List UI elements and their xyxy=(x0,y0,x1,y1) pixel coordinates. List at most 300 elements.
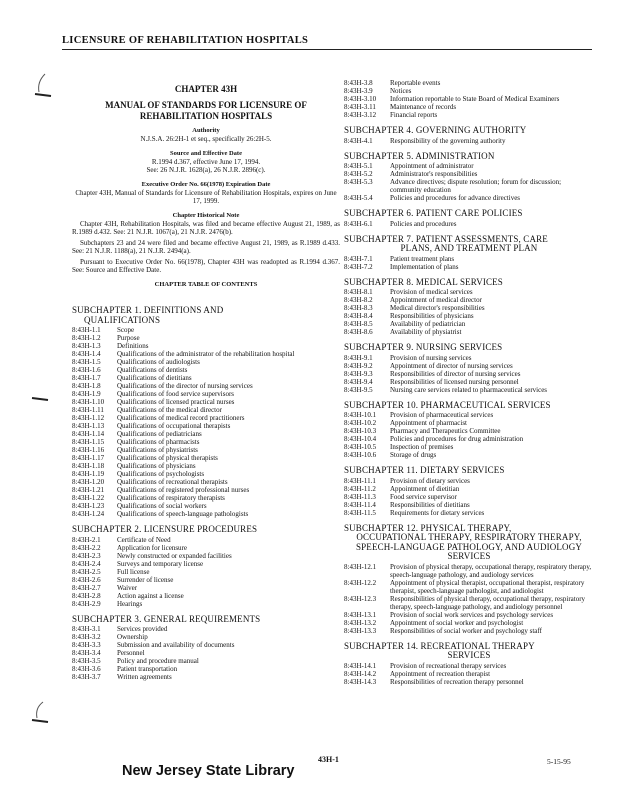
subchapter-title: SUBCHAPTER 10. PHARMACEUTICAL SERVICES xyxy=(344,399,551,410)
section-title: Administrator's responsibilities xyxy=(390,170,478,178)
section-number: 8:43H-3.8 xyxy=(344,79,373,87)
section-number: 8:43H-11.3 xyxy=(344,492,376,501)
section-title: Implementation of plans xyxy=(390,262,459,271)
authority-block xyxy=(72,127,340,143)
section-number: 8:43H-8.6 xyxy=(344,328,373,336)
toc-entry xyxy=(72,673,340,681)
toc-entry xyxy=(72,366,340,374)
subchapter-heading xyxy=(72,306,340,325)
right-column xyxy=(344,79,594,686)
section-number: 8:43H-3.5 xyxy=(72,657,101,665)
section-number: 8:43H-1.11 xyxy=(72,406,104,414)
section-number: 8:43H-3.2 xyxy=(72,633,101,641)
section-title: Qualifications of speech-language pathologists xyxy=(117,510,249,518)
section-title: Qualifications of food service supervisors xyxy=(117,390,235,398)
subchapter-heading xyxy=(344,401,594,411)
section-number: 8:43H-1.4 xyxy=(72,350,101,358)
section-title: Qualifications of medical record practitioners xyxy=(117,414,245,422)
subchapter-heading xyxy=(344,642,594,661)
section-title: Qualifications of pharmacists xyxy=(117,438,200,446)
toc-entry xyxy=(344,493,594,501)
subchapter-title: SUBCHAPTER 7. PATIENT ASSESSMENTS, CARE xyxy=(344,233,548,244)
section-title: Policy and procedure manual xyxy=(117,657,199,665)
section-number: 8:43H-1.20 xyxy=(72,478,105,486)
section-title: Submission and availability of documents xyxy=(117,641,235,649)
section-title: Policies and procedures xyxy=(390,219,457,228)
section-title: Qualifications of dietitians xyxy=(117,374,192,382)
section-number: 8:43H-11.1 xyxy=(344,476,376,485)
supplement-date: 5-15-95 xyxy=(547,757,571,766)
section-number: 8:43H-3.6 xyxy=(72,665,101,673)
toc-entry xyxy=(72,536,340,544)
subchapter-title: SUBCHAPTER 14. RECREATIONAL THERAPY xyxy=(344,640,535,651)
section-title: Ownership xyxy=(117,633,148,641)
section-number: 8:43H-13.2 xyxy=(344,618,377,627)
section-number: 8:43H-3.10 xyxy=(344,95,377,103)
section-title: Appointment of social worker and psychologist xyxy=(390,618,524,627)
toc-entry xyxy=(344,419,594,427)
toc-entry xyxy=(344,411,594,419)
section-number: 8:43H-10.4 xyxy=(344,435,377,443)
section-title: Appointment of pharmacist xyxy=(390,419,467,427)
section-number: 8:43H-2.1 xyxy=(72,535,101,544)
section-title: Responsibilities of dietitians xyxy=(390,500,470,509)
section-number: 8:43H-5.1 xyxy=(344,162,373,170)
section-title: Qualifications of physiatrists xyxy=(117,446,198,454)
section-number: 8:43H-1.10 xyxy=(72,398,105,406)
subchapter-title: SUBCHAPTER 3. GENERAL REQUIREMENTS xyxy=(72,613,261,624)
section-number: 8:43H-1.7 xyxy=(72,374,101,382)
section-number: 8:43H-9.4 xyxy=(344,377,373,386)
library-stamp: New Jersey State Library xyxy=(122,763,295,779)
subchapter-heading xyxy=(344,524,594,562)
section-number: 8:43H-3.7 xyxy=(72,673,101,681)
subchapter-title-continued: OCCUPATIONAL THERAPY, RESPIRATORY THERAPY, SPEECH-LANGUAGE PATHOLOGY, AND AUDIOLOGY SERVICES xyxy=(355,532,582,561)
section-number: 8:43H-5.3 xyxy=(344,178,373,186)
toc-entry xyxy=(72,649,340,657)
section-title: Qualifications of recreational therapists xyxy=(117,478,228,486)
chapter-title: CHAPTER 43H xyxy=(174,84,238,94)
toc-entry xyxy=(344,263,594,271)
subchapter-title: SUBCHAPTER 6. PATIENT CARE POLICIES xyxy=(344,208,523,218)
toc-entry xyxy=(344,579,594,595)
toc-entry xyxy=(72,568,340,576)
subchapter-heading xyxy=(344,343,594,353)
section-number: 8:43H-2.2 xyxy=(72,543,101,552)
section-title: Surveys and temporary license xyxy=(117,559,204,568)
toc-entry xyxy=(72,576,340,584)
source-block xyxy=(72,150,340,174)
toc-entry xyxy=(72,657,340,665)
toc-entry xyxy=(344,611,594,619)
section-number: 8:43H-13.1 xyxy=(344,610,377,619)
toc-entry xyxy=(72,374,340,382)
toc-entry xyxy=(344,312,594,320)
toc-entry xyxy=(72,414,340,422)
toc-entry xyxy=(344,477,594,485)
subchapter-title: SUBCHAPTER 12. PHYSICAL THERAPY, xyxy=(344,522,512,533)
subchapter-heading xyxy=(72,525,340,535)
section-number: 8:43H-5.2 xyxy=(344,170,373,178)
section-title: Responsibilities of licensed nursing personnel xyxy=(390,377,519,386)
section-number: 8:43H-1.13 xyxy=(72,422,105,430)
section-title: Provision of nursing services xyxy=(390,353,472,362)
toc-entry xyxy=(344,103,594,111)
manual-title: MANUAL OF STANDARDS FOR LICENSURE OF REHABILITATION HOSPITALS xyxy=(105,100,307,121)
section-number: 8:43H-12.2 xyxy=(344,578,377,587)
toc-entry xyxy=(344,178,594,194)
section-title: Written agreements xyxy=(117,673,172,681)
section-title: Storage of drugs xyxy=(390,451,437,459)
section-title: Advance directives; dispute resolution; forum for discussion; community education xyxy=(390,178,562,194)
subchapter-heading xyxy=(344,126,594,136)
toc-entry xyxy=(344,111,594,119)
section-title: Appointment of administrator xyxy=(390,162,474,170)
section-number: 8:43H-2.8 xyxy=(72,591,101,600)
section-title: Medical director's responsibilities xyxy=(390,304,485,312)
source-line: R.1994 d.367, effective June 17, 1994. xyxy=(151,158,261,166)
section-title: Services provided xyxy=(117,625,168,633)
section-title: Maintenance of records xyxy=(390,103,457,111)
section-number: 8:43H-1.24 xyxy=(72,510,105,518)
section-number: 8:43H-1.14 xyxy=(72,430,105,438)
section-number: 8:43H-7.1 xyxy=(344,254,373,263)
toc-entry xyxy=(72,398,340,406)
binding-hole-mark xyxy=(30,700,50,728)
toc-entry xyxy=(72,502,340,510)
section-number: 8:43H-8.2 xyxy=(344,296,373,304)
section-title: Qualifications of respiratory therapists xyxy=(117,494,225,502)
section-number: 8:43H-10.1 xyxy=(344,411,377,419)
section-number: 8:43H-1.1 xyxy=(72,326,101,334)
section-number: 8:43H-2.6 xyxy=(72,575,101,584)
toc-entry xyxy=(72,342,340,350)
toc-entry xyxy=(344,670,594,678)
section-number: 8:43H-1.17 xyxy=(72,454,105,462)
section-number: 8:43H-1.2 xyxy=(72,334,101,342)
left-table-of-contents xyxy=(72,306,340,681)
section-title: Appointment of physical therapist, occupational therapist, respiratory therapist, speech-language pathologist, and audiologist xyxy=(390,578,585,595)
toc-entry xyxy=(72,478,340,486)
section-title: Surrender of license xyxy=(117,575,174,584)
historical-note-paragraph: Chapter 43H, Rehabilitation Hospitals, was filed and became effective August 21, 1989, as R.1989 d.432. See: 21 N.J.R. 1067(a), 21 N.J.R. 2476(b). xyxy=(72,220,340,236)
toc-entry xyxy=(344,220,594,228)
section-title: Reportable events xyxy=(390,79,441,87)
section-title: Provision of recreational therapy services xyxy=(390,661,507,670)
section-title: Appointment of recreation therapist xyxy=(390,669,491,678)
section-title: Certificate of Need xyxy=(117,535,171,544)
section-title: Responsibility of the governing authority xyxy=(390,136,506,145)
toc-entry xyxy=(72,350,340,358)
section-number: 8:43H-1.21 xyxy=(72,486,105,494)
section-number: 8:43H-3.12 xyxy=(344,111,377,119)
section-title: Qualifications of physical therapists xyxy=(117,454,218,462)
subchapter-heading xyxy=(344,209,594,219)
section-number: 8:43H-4.1 xyxy=(344,136,373,145)
historical-note-block xyxy=(72,212,340,274)
section-number: 8:43H-8.5 xyxy=(344,320,373,328)
header-rule xyxy=(62,49,592,50)
section-title: Qualifications of occupational therapists xyxy=(117,422,231,430)
toc-entry xyxy=(344,427,594,435)
toc-entry xyxy=(72,462,340,470)
toc-entry xyxy=(72,665,340,673)
section-number: 8:43H-2.3 xyxy=(72,551,101,560)
section-title: Requirements for dietary services xyxy=(390,508,485,517)
page-number: 43H-1 xyxy=(318,755,339,764)
section-title: Food service supervisor xyxy=(390,492,457,501)
toc-entry xyxy=(72,544,340,552)
toc-entry xyxy=(72,382,340,390)
toc-entry xyxy=(344,435,594,443)
toc-entry xyxy=(344,627,594,635)
section-title: Qualifications of audiologists xyxy=(117,358,200,366)
toc-entry xyxy=(344,501,594,509)
toc-entry xyxy=(72,358,340,366)
toc-entry xyxy=(72,560,340,568)
toc-entry xyxy=(72,494,340,502)
section-number: 8:43H-1.15 xyxy=(72,438,105,446)
section-number: 8:43H-1.9 xyxy=(72,390,101,398)
section-title: Personnel xyxy=(117,649,145,657)
subchapter-heading xyxy=(344,152,594,162)
subchapter-title: SUBCHAPTER 9. NURSING SERVICES xyxy=(344,342,503,352)
section-number: 8:43H-8.4 xyxy=(344,312,373,320)
toc-entry xyxy=(72,446,340,454)
section-title: Availability of physiatrist xyxy=(390,328,462,336)
section-number: 8:43H-12.1 xyxy=(344,562,377,571)
section-title: Waiver xyxy=(117,583,138,592)
section-title: Newly constructed or expanded facilities xyxy=(117,551,232,560)
section-number: 8:43H-1.19 xyxy=(72,470,105,478)
subchapter-title: SUBCHAPTER 1. DEFINITIONS AND xyxy=(72,305,224,315)
toc-entry xyxy=(344,662,594,670)
section-number: 8:43H-5.4 xyxy=(344,194,373,202)
section-number: 8:43H-2.7 xyxy=(72,583,101,592)
section-title: Full license xyxy=(117,567,150,576)
section-number: 8:43H-1.22 xyxy=(72,494,105,502)
toc-entry xyxy=(344,296,594,304)
subchapter-title-continued: PLANS, AND TREATMENT PLAN xyxy=(400,243,538,253)
toc-entry xyxy=(72,422,340,430)
section-title: Responsibilities of social worker and psychology staff xyxy=(390,626,542,635)
toc-entry xyxy=(344,509,594,517)
toc-entry xyxy=(72,641,340,649)
section-title: Qualifications of physicians xyxy=(117,462,196,470)
section-title: Qualifications of social workers xyxy=(117,502,207,510)
section-title: Responsibilities of physical therapy, occupational therapy, respiratory therapy, speech-language pathology, and audiology personnel xyxy=(390,594,586,611)
subchapter-title: SUBCHAPTER 11. DIETARY SERVICES xyxy=(344,465,505,475)
section-title: Provision of medical services xyxy=(390,288,473,296)
section-title: Appointment of medical director xyxy=(390,296,482,304)
section-number: 8:43H-11.2 xyxy=(344,484,376,493)
section-number: 8:43H-10.6 xyxy=(344,451,377,459)
authority-heading: Authority xyxy=(192,127,220,134)
section-number: 8:43H-1.5 xyxy=(72,358,101,366)
toc-entry xyxy=(344,194,594,202)
toc-entry xyxy=(72,430,340,438)
toc-entry xyxy=(72,633,340,641)
toc-entry xyxy=(72,438,340,446)
section-title: Responsibilities of recreation therapy personnel xyxy=(390,677,524,686)
section-title: Scope xyxy=(117,326,135,334)
toc-entry xyxy=(72,625,340,633)
toc-entry xyxy=(72,470,340,478)
section-title: Appointment of dietitian xyxy=(390,484,460,493)
section-number: 8:43H-11.4 xyxy=(344,500,376,509)
toc-entry xyxy=(344,370,594,378)
authority-text: N.J.S.A. 26:2H-1 et seq., specifically 26:2H-5. xyxy=(140,135,272,143)
toc-entry xyxy=(344,288,594,296)
section-title: Qualifications of pediatricians xyxy=(117,430,202,438)
section-title: Qualifications of the director of nursing services xyxy=(117,382,253,390)
toc-entry xyxy=(344,79,594,87)
toc-entry xyxy=(344,362,594,370)
subchapter-heading xyxy=(72,615,340,625)
section-number: 8:43H-12.3 xyxy=(344,594,377,603)
toc-entry xyxy=(344,443,594,451)
section-number: 8:43H-9.2 xyxy=(344,361,373,370)
executive-order-heading: Executive Order No. 66(1978) Expiration Date xyxy=(141,181,271,188)
section-title: Provision of physical therapy, occupational therapy, respiratory therapy, speech-language pathology, and audiology services xyxy=(390,562,592,579)
source-line: See: 26 N.J.R. 1628(a), 26 N.J.R. 2896(c). xyxy=(146,166,266,174)
section-title: Availability of pediatrician xyxy=(390,320,466,328)
toc-entry xyxy=(72,592,340,600)
section-title: Financial reports xyxy=(390,111,438,119)
section-number: 8:43H-3.1 xyxy=(72,625,101,633)
section-number: 8:43H-9.3 xyxy=(344,369,373,378)
historical-note-heading: Chapter Historical Note xyxy=(172,212,240,219)
section-number: 8:43H-14.3 xyxy=(344,677,377,686)
section-number: 8:43H-2.9 xyxy=(72,599,101,608)
toc-title: CHAPTER TABLE OF CONTENTS xyxy=(154,281,258,288)
toc-entry xyxy=(72,390,340,398)
executive-order-block xyxy=(72,181,340,205)
toc-entry xyxy=(344,328,594,336)
subchapter-heading xyxy=(344,278,594,288)
historical-note-paragraph: Pursuant to Executive Order No. 66(1978), Chapter 43H was readopted as R.1994 d.367. See: Source and Effective Date. xyxy=(72,258,340,274)
section-number: 8:43H-3.9 xyxy=(344,87,373,95)
section-number: 8:43H-1.18 xyxy=(72,462,105,470)
left-column xyxy=(72,84,340,681)
toc-entry xyxy=(344,451,594,459)
toc-entry xyxy=(344,485,594,493)
section-title: Qualifications of the medical director xyxy=(117,406,222,414)
continued-entries xyxy=(344,79,594,119)
section-title: Policies and procedures for drug administration xyxy=(390,435,524,443)
toc-entry xyxy=(344,386,594,394)
section-title: Purpose xyxy=(117,334,140,342)
section-number: 8:43H-9.5 xyxy=(344,385,373,394)
section-title: Provision of social work services and psychology services xyxy=(390,610,554,619)
section-title: Hearings xyxy=(117,599,143,608)
section-number: 8:43H-8.1 xyxy=(344,288,373,296)
section-title: Appointment of director of nursing services xyxy=(390,361,513,370)
section-title: Provision of pharmaceutical services xyxy=(390,411,494,419)
toc-entry xyxy=(72,334,340,342)
toc-entry xyxy=(72,486,340,494)
section-title: Policies and procedures for advance directives xyxy=(390,194,521,202)
section-title: Qualifications of licensed practical nurses xyxy=(117,398,235,406)
toc-entry xyxy=(344,137,594,145)
section-number: 8:43H-3.4 xyxy=(72,649,101,657)
toc-entry xyxy=(344,378,594,386)
section-number: 8:43H-13.3 xyxy=(344,626,377,635)
toc-entry xyxy=(72,600,340,608)
section-title: Notices xyxy=(390,87,412,95)
toc-entry xyxy=(72,406,340,414)
toc-entry xyxy=(344,255,594,263)
toc-entry xyxy=(72,510,340,518)
section-number: 8:43H-9.1 xyxy=(344,353,373,362)
section-title: Action against a license xyxy=(117,591,184,600)
section-title: Definitions xyxy=(117,342,149,350)
section-number: 8:43H-7.2 xyxy=(344,262,373,271)
toc-entry xyxy=(72,454,340,462)
section-number: 8:43H-8.3 xyxy=(344,304,373,312)
section-title: Information reportable to State Board of Medical Examiners xyxy=(390,95,560,103)
toc-entry xyxy=(344,170,594,178)
section-number: 8:43H-6.1 xyxy=(344,219,373,228)
subchapter-title: SUBCHAPTER 5. ADMINISTRATION xyxy=(344,150,495,161)
running-head: LICENSURE OF REHABILITATION HOSPITALS xyxy=(62,35,309,46)
section-title: Patient treatment plans xyxy=(390,254,455,263)
section-number: 8:43H-2.4 xyxy=(72,559,101,568)
toc-entry xyxy=(72,552,340,560)
toc-entry xyxy=(344,320,594,328)
subchapter-title: SUBCHAPTER 8. MEDICAL SERVICES xyxy=(344,276,503,287)
right-table-of-contents xyxy=(344,126,594,686)
section-title: Provision of dietary services xyxy=(390,476,470,485)
section-number: 8:43H-14.1 xyxy=(344,661,377,670)
toc-entry xyxy=(344,304,594,312)
binding-hole-mark xyxy=(30,392,50,404)
toc-entry xyxy=(344,678,594,686)
toc-entry xyxy=(72,584,340,592)
section-number: 8:43H-11.5 xyxy=(344,508,376,517)
section-title: Qualifications of registered professional nurses xyxy=(117,486,250,494)
toc-entry xyxy=(344,87,594,95)
toc-entry xyxy=(344,595,594,611)
section-number: 8:43H-1.3 xyxy=(72,342,101,350)
subchapter-heading xyxy=(344,466,594,476)
section-number: 8:43H-1.8 xyxy=(72,382,101,390)
section-title: Pharmacy and Therapeutics Committee xyxy=(390,427,501,435)
toc-entry xyxy=(344,162,594,170)
section-title: Responsibilities of physicians xyxy=(390,312,474,320)
subchapter-title-continued: SERVICES xyxy=(447,650,491,660)
section-number: 8:43H-10.5 xyxy=(344,443,377,451)
binding-hole-mark xyxy=(33,72,53,100)
subchapter-title: SUBCHAPTER 2. LICENSURE PROCEDURES xyxy=(72,524,258,534)
section-number: 8:43H-10.3 xyxy=(344,427,377,435)
section-number: 8:43H-1.23 xyxy=(72,502,105,510)
section-title: Inspection of premises xyxy=(390,443,454,451)
section-title: Patient transportation xyxy=(117,665,178,673)
toc-entry xyxy=(344,563,594,579)
subchapter-heading xyxy=(344,235,594,254)
section-title: Qualifications of the administrator of the rehabilitation hospital xyxy=(117,350,295,358)
section-number: 8:43H-3.11 xyxy=(344,103,376,111)
section-number: 8:43H-3.3 xyxy=(72,641,101,649)
section-title: Application for licensure xyxy=(117,543,187,552)
section-number: 8:43H-1.6 xyxy=(72,366,101,374)
subchapter-title: SUBCHAPTER 4. GOVERNING AUTHORITY xyxy=(344,125,527,135)
section-number: 8:43H-14.2 xyxy=(344,669,377,678)
section-title: Qualifications of psychologists xyxy=(117,470,205,478)
toc-entry xyxy=(344,354,594,362)
section-title: Qualifications of dentists xyxy=(117,366,188,374)
